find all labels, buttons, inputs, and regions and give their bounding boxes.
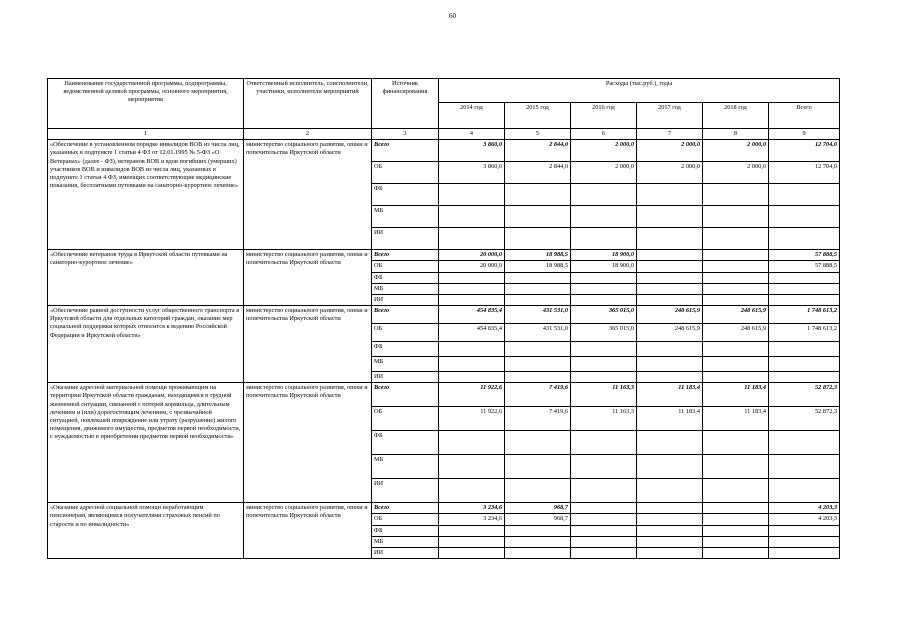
empty-value	[439, 525, 505, 536]
empty-value	[439, 372, 505, 383]
total-value: 7 419,6	[505, 383, 571, 407]
total-value: 12 704,0	[769, 140, 840, 162]
col-number: 9	[769, 129, 840, 140]
source-label: Всего	[372, 383, 439, 407]
empty-value	[505, 455, 571, 479]
ob-value: 20 000,0	[439, 261, 505, 272]
executor: министерство социального развития, опеки и попечительства Иркутской области	[244, 140, 372, 250]
table-row	[48, 503, 840, 514]
ob-value: 248 615,9	[637, 324, 703, 342]
total-value: 2 844,0	[505, 140, 571, 162]
total-value: 3 234,6	[439, 503, 505, 514]
empty-value	[571, 283, 637, 294]
empty-value	[703, 294, 769, 305]
empty-value	[505, 294, 571, 305]
empty-value	[439, 357, 505, 372]
source-label: Всего	[372, 250, 439, 261]
ob-value: 52 872,3	[769, 407, 840, 431]
source-label: ФБ	[372, 342, 439, 357]
empty-value	[439, 479, 505, 503]
total-value: 4 203,3	[769, 503, 840, 514]
source-label: МБ	[372, 357, 439, 372]
empty-value	[637, 455, 703, 479]
page-number: 60	[449, 12, 456, 20]
empty-value	[439, 536, 505, 547]
ob-value: 12 704,0	[769, 162, 840, 184]
empty-value	[703, 372, 769, 383]
ob-value: 18 900,0	[571, 261, 637, 272]
total-value: 57 888,5	[769, 250, 840, 261]
ob-value: 1 748 613,2	[769, 324, 840, 342]
empty-value	[703, 206, 769, 228]
total-value: 11 183,4	[703, 383, 769, 407]
empty-value	[637, 479, 703, 503]
empty-value	[571, 455, 637, 479]
empty-value	[505, 228, 571, 250]
col-number: 5	[505, 129, 571, 140]
col-number: 4	[439, 129, 505, 140]
source-label: ИИ	[372, 372, 439, 383]
ob-value: 2 000,0	[571, 162, 637, 184]
ob-value: 18 988,5	[505, 261, 571, 272]
empty-value	[637, 357, 703, 372]
empty-value	[571, 547, 637, 558]
source-label: ИИ	[372, 294, 439, 305]
empty-value	[571, 525, 637, 536]
empty-value	[571, 294, 637, 305]
ob-value: 57 888,5	[769, 261, 840, 272]
table-row	[48, 306, 840, 324]
source-label: ОБ	[372, 162, 439, 184]
ob-value: 3 234,6	[439, 514, 505, 525]
empty-value	[769, 294, 840, 305]
empty-value	[769, 431, 840, 455]
executor: министерство социального развития, опеки и попечительства Иркутской области	[244, 503, 372, 559]
col-number: 2	[244, 129, 372, 140]
source-label: МБ	[372, 536, 439, 547]
empty-value	[505, 547, 571, 558]
measure-name: «Обеспечение ветеранов труда в Иркутской области путевками на санаторно-курортное лечение»	[48, 250, 244, 306]
ob-value: 968,7	[505, 514, 571, 525]
empty-value	[769, 455, 840, 479]
source-label: Всего	[372, 306, 439, 324]
source-label: ИИ	[372, 479, 439, 503]
empty-value	[505, 272, 571, 283]
empty-value	[769, 547, 840, 558]
empty-value	[703, 342, 769, 357]
empty-value	[439, 455, 505, 479]
total-value	[703, 503, 769, 514]
empty-value	[769, 184, 840, 206]
empty-value	[505, 372, 571, 383]
total-value: 52 872,3	[769, 383, 840, 407]
executor: министерство социального развития, опеки и попечительства Иркутской области	[244, 383, 372, 503]
empty-value	[703, 525, 769, 536]
empty-value	[637, 294, 703, 305]
empty-value	[505, 536, 571, 547]
empty-value	[703, 431, 769, 455]
empty-value	[703, 479, 769, 503]
header-name: Наименование государственной программы, подпрограммы, ведомственной целевой программы, основного мероприятия, мероприятия	[48, 79, 244, 129]
ob-value: 7 419,6	[505, 407, 571, 431]
empty-value	[637, 206, 703, 228]
empty-value	[571, 184, 637, 206]
source-label: МБ	[372, 283, 439, 294]
empty-value	[637, 525, 703, 536]
measure-name: «Обеспечение в установленном порядке инвалидов ВОВ из числа лиц, указанных в подпункте 1 статьи 4 ФЗ от 12.01.1995 № 5-ФЗ «О Ветеранах» (далее - ФЗ), ветеранов ВОВ и вдов погибших (умерших) участников ВОВ и инвалидов ВОВ из числа лиц, указанных в подпункте 1 статьи 4 ФЗ, имеющих соответствующие медицинские показания, бесплатными путевками на санаторно-курортное лечение»	[48, 140, 244, 250]
total-value: 18 988,5	[505, 250, 571, 261]
header-year: 2014 год	[439, 103, 505, 129]
empty-value	[769, 536, 840, 547]
table-row	[48, 250, 840, 261]
empty-value	[703, 455, 769, 479]
measure-name: «Обеспечение равной доступности услуг общественного транспорта в Иркутской области для отдельных категорий граждан, оказание мер социальной поддержки которых относится к ведению Российской Федерации и Иркутской области»	[48, 306, 244, 383]
measure-name: «Оказание адресной материальной помощи проживающим на территории Иркутской области гражданам, находящимся в трудной жизненной ситуации, связанной с потерей кормильца, длительным лечением и (или) дорогостоящим лечением, с чрезвычайной ситуацией, повлекшей повреждение или утрату (разрушение) жилого помещения, движимого имущества, предметов первой необходимости, с нуждаемостью в приобретении предметов первой необходимости»	[48, 383, 244, 503]
empty-value	[637, 536, 703, 547]
empty-value	[637, 342, 703, 357]
empty-value	[769, 228, 840, 250]
ob-value	[637, 261, 703, 272]
source-label: ФБ	[372, 525, 439, 536]
empty-value	[571, 206, 637, 228]
empty-value	[637, 372, 703, 383]
ob-value	[571, 514, 637, 525]
total-value: 3 860,0	[439, 140, 505, 162]
empty-value	[769, 525, 840, 536]
total-value	[637, 250, 703, 261]
ob-value: 431 531,0	[505, 324, 571, 342]
col-number: 1	[48, 129, 244, 140]
empty-value	[439, 342, 505, 357]
empty-value	[769, 357, 840, 372]
empty-value	[703, 228, 769, 250]
header-source: Источник финансирования	[372, 79, 439, 129]
source-label: ОБ	[372, 324, 439, 342]
ob-value: 11 183,4	[637, 407, 703, 431]
empty-value	[571, 372, 637, 383]
source-label: ИИ	[372, 547, 439, 558]
total-value: 11 922,6	[439, 383, 505, 407]
total-value: 18 900,0	[571, 250, 637, 261]
source-label: МБ	[372, 455, 439, 479]
empty-value	[439, 206, 505, 228]
executor: министерство социального развития, опеки и попечительства Иркутской области	[244, 250, 372, 306]
empty-value	[637, 431, 703, 455]
empty-value	[439, 184, 505, 206]
col-number: 8	[703, 129, 769, 140]
ob-value: 2 000,0	[703, 162, 769, 184]
table-row	[48, 383, 840, 407]
ob-value: 11 183,4	[703, 407, 769, 431]
empty-value	[571, 357, 637, 372]
source-label: ОБ	[372, 407, 439, 431]
total-value: 248 615,9	[637, 306, 703, 324]
total-value: 454 835,4	[439, 306, 505, 324]
ob-value: 2 000,0	[637, 162, 703, 184]
col-number: 6	[571, 129, 637, 140]
total-value: 1 748 613,2	[769, 306, 840, 324]
total-value: 20 000,0	[439, 250, 505, 261]
empty-value	[769, 479, 840, 503]
empty-value	[505, 342, 571, 357]
source-label: ОБ	[372, 261, 439, 272]
empty-value	[439, 294, 505, 305]
ob-value	[703, 514, 769, 525]
source-label: Всего	[372, 140, 439, 162]
empty-value	[769, 372, 840, 383]
ob-value: 11 922,6	[439, 407, 505, 431]
empty-value	[769, 272, 840, 283]
empty-value	[637, 547, 703, 558]
total-value: 2 000,0	[703, 140, 769, 162]
empty-value	[703, 547, 769, 558]
source-label: ОБ	[372, 514, 439, 525]
header-year: 2016 год	[571, 103, 637, 129]
source-label: Всего	[372, 503, 439, 514]
table-row	[48, 140, 840, 162]
empty-value	[703, 536, 769, 547]
empty-value	[703, 357, 769, 372]
total-value	[571, 503, 637, 514]
ob-value: 4 203,3	[769, 514, 840, 525]
ob-value: 11 163,3	[571, 407, 637, 431]
empty-value	[571, 431, 637, 455]
expenses-table	[47, 78, 840, 559]
total-value: 431 531,0	[505, 306, 571, 324]
empty-value	[439, 283, 505, 294]
source-label: ФБ	[372, 272, 439, 283]
ob-value: 365 015,0	[571, 324, 637, 342]
total-value: 365 015,0	[571, 306, 637, 324]
empty-value	[505, 184, 571, 206]
total-value	[703, 250, 769, 261]
header-year: 2015 год	[505, 103, 571, 129]
empty-value	[505, 525, 571, 536]
empty-value	[505, 479, 571, 503]
ob-value: 3 860,0	[439, 162, 505, 184]
source-label: ФБ	[372, 184, 439, 206]
empty-value	[571, 272, 637, 283]
header-year: Всего	[769, 103, 840, 129]
empty-value	[439, 228, 505, 250]
total-value	[637, 503, 703, 514]
header-expenses: Расходы (тыс.руб.), годы	[439, 79, 840, 103]
source-label: ИИ	[372, 228, 439, 250]
total-value: 248 615,9	[703, 306, 769, 324]
empty-value	[505, 431, 571, 455]
empty-value	[703, 283, 769, 294]
header-year: 2018 год	[703, 103, 769, 129]
empty-value	[769, 206, 840, 228]
empty-value	[637, 283, 703, 294]
empty-value	[703, 272, 769, 283]
empty-value	[439, 547, 505, 558]
empty-value	[505, 357, 571, 372]
empty-value	[571, 536, 637, 547]
ob-value: 248 615,9	[703, 324, 769, 342]
source-label: МБ	[372, 206, 439, 228]
empty-value	[505, 206, 571, 228]
executor: министерство социального развития, опеки и попечительства Иркутской области	[244, 306, 372, 383]
empty-value	[571, 342, 637, 357]
ob-value	[703, 261, 769, 272]
total-value: 11 163,3	[571, 383, 637, 407]
empty-value	[637, 228, 703, 250]
measure-name: «Оказание адресной социальной помощи неработающим пенсионерам, являющимся получателями страховых пенсий по старости и по инвалидности»	[48, 503, 244, 559]
col-number: 3	[372, 129, 439, 140]
empty-value	[439, 272, 505, 283]
empty-value	[637, 184, 703, 206]
header-executor: Ответственный исполнитель, соисполнители, участники, исполнители мероприятий	[244, 79, 372, 129]
col-number: 7	[637, 129, 703, 140]
total-value: 2 000,0	[571, 140, 637, 162]
empty-value	[769, 342, 840, 357]
empty-value	[703, 184, 769, 206]
total-value: 2 000,0	[637, 140, 703, 162]
ob-value	[637, 514, 703, 525]
empty-value	[571, 228, 637, 250]
ob-value: 2 844,0	[505, 162, 571, 184]
empty-value	[505, 283, 571, 294]
empty-value	[439, 431, 505, 455]
total-value: 11 183,4	[637, 383, 703, 407]
source-label: ФБ	[372, 431, 439, 455]
empty-value	[571, 479, 637, 503]
header-year: 2017 год	[637, 103, 703, 129]
total-value: 968,7	[505, 503, 571, 514]
empty-value	[637, 272, 703, 283]
ob-value: 454 835,4	[439, 324, 505, 342]
empty-value	[769, 283, 840, 294]
